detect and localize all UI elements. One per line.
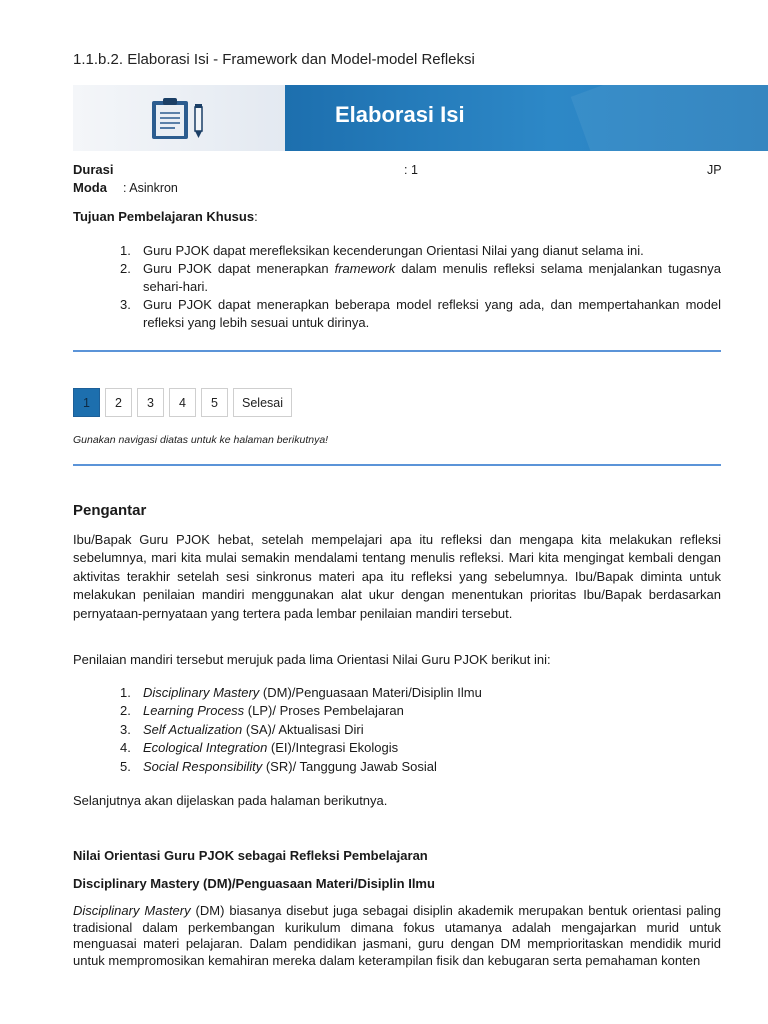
divider [73, 350, 721, 352]
pagination [73, 388, 292, 417]
page-button-1[interactable]: 1 [73, 388, 100, 417]
list-item: 1. Guru PJOK dapat merefleksikan kecenderungan Orientasi Nilai yang dianut selama ini. [120, 243, 644, 258]
moda-label: Moda [73, 180, 107, 195]
list-item: 3. Self Actualization (SA)/ Aktualisasi Diri [120, 721, 364, 737]
clipboard-pencil-icon [149, 97, 211, 141]
list-item: 2. Guru PJOK dapat menerapkan framework dalam menulis refleksi selama menjalankan tugasnya sehari-hari. [120, 261, 721, 294]
list-item: 3. Guru PJOK dapat menerapkan beberapa model refleksi yang ada, dan mempertahankan model refleksi yang lebih sesuai untuk dirinya. [120, 297, 721, 330]
section-banner [73, 85, 768, 151]
objectives-list [73, 242, 721, 332]
durasi-unit: JP [707, 163, 722, 177]
divider [73, 464, 721, 466]
done-button[interactable]: Selesai [233, 388, 292, 417]
intro-paragraph: Ibu/Bapak Guru PJOK hebat, setelah mempelajari apa itu refleksi dan mengapa kita melakukan refleksi sebelumnya, mari kita mulai semakin mendalami tentang menulis refleksi. Mari kita mengingat kembali dengan aktivitas terakhir setelah sesi sinkronus materi apa itu refleksi yang sebelumnya. Ibu/Bapak diminta untuk melakukan penilaian mandiri menggunakan alat ukur dengan menentukan prioritas Ibu/Bapak berdasarkan pernyataan-pernyataan yang tertera pada lembar penilaian mandiri tersebut. [73, 532, 721, 621]
page-button-3[interactable]: 3 [137, 388, 164, 417]
objectives-heading: Tujuan Pembelajaran Khusus: [73, 209, 258, 224]
moda-value: : Asinkron [123, 181, 178, 195]
page-button-4[interactable]: 4 [169, 388, 196, 417]
dm-paragraph: Disciplinary Mastery (DM) biasanya disebut juga sebagai disiplin akademik merupakan bentuk orientasi paling tradisional dalam perkembangan kurikulum dimana fokus utamanya adalah mengajarkan murid untuk menguasai materi pelajaran. Dalam pendidikan jasmani, guru dengan DM memprioritaskan mendidik murid untuk mempromosikan kemahiran mereka dalam keterampilan fisik dan kebugaran serta pemahaman konten [73, 903, 721, 968]
list-item: 4. Ecological Integration (EI)/Integrasi Ekologis [120, 740, 399, 756]
banner-title-panel [285, 85, 768, 151]
page-button-2[interactable]: 2 [105, 388, 132, 417]
page-title: 1.1.b.2. Elaborasi Isi - Framework dan Model-model Refleksi [73, 51, 475, 68]
list-item: 2. Learning Process (LP)/ Proses Pembelajaran [120, 703, 404, 719]
page-button-5[interactable]: 5 [201, 388, 228, 417]
banner-icon-panel [73, 85, 285, 151]
intro-heading: Pengantar [73, 502, 147, 519]
navigation-note: Gunakan navigasi diatas untuk ke halaman berikutnya! [73, 434, 329, 446]
subsection-heading: Disciplinary Mastery (DM)/Penguasaan Materi/Disiplin Ilmu [73, 876, 435, 891]
banner-title: Elaborasi Isi [335, 102, 465, 127]
durasi-value: : 1 [404, 163, 418, 177]
next-note: Selanjutnya akan dijelaskan pada halaman berikutnya. [73, 793, 388, 808]
section-heading: Nilai Orientasi Guru PJOK sebagai Refleksi Pembelajaran [73, 848, 428, 863]
intro-lead: Penilaian mandiri tersebut merujuk pada lima Orientasi Nilai Guru PJOK berikut ini: [73, 652, 551, 667]
durasi-label: Durasi [73, 162, 114, 177]
list-item: 5. Social Responsibility (SR)/ Tanggung Jawab Sosial [120, 758, 437, 774]
list-item: 1. Disciplinary Mastery (DM)/Penguasaan Materi/Disiplin Ilmu [120, 685, 482, 700]
orientations-list [73, 684, 721, 776]
